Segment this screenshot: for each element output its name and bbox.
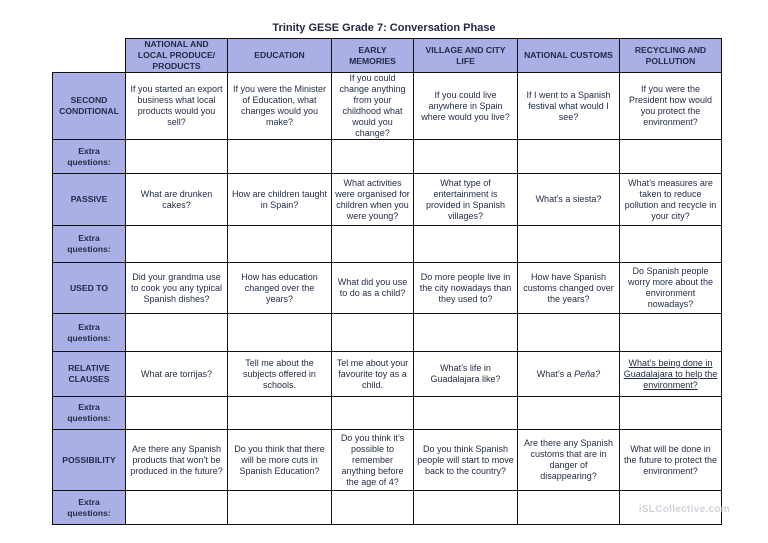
row-header: POSSIBILITY [53, 430, 126, 491]
extra-questions-cell[interactable] [332, 491, 414, 525]
extra-questions-cell[interactable] [414, 226, 518, 263]
page-title: Trinity GESE Grade 7: Conversation Phase [272, 22, 496, 34]
question-cell: Tell me about the subjects offered in schools. [228, 352, 332, 397]
extra-questions-cell[interactable] [228, 397, 332, 430]
column-header: NATIONAL AND LOCAL PRODUCE/ PRODUCTS [126, 39, 228, 73]
watermark: iSLCollective.com [638, 504, 730, 515]
question-cell: What’s a siesta? [518, 174, 620, 226]
table-row [53, 263, 722, 314]
question-cell: How are children taught in Spain? [228, 174, 332, 226]
question-cell: If you were the Minister of Education, what changes would you make? [228, 73, 332, 140]
extra-questions-cell[interactable] [332, 140, 414, 174]
question-cell: If I went to a Spanish festival what would I see? [518, 73, 620, 140]
extra-questions-cell[interactable] [228, 226, 332, 263]
column-header: EDUCATION [228, 39, 332, 73]
extra-questions-cell[interactable] [332, 314, 414, 352]
row-header: USED TO [53, 263, 126, 314]
table-row [53, 491, 722, 525]
extra-questions-cell[interactable] [228, 140, 332, 174]
table-row [53, 430, 722, 491]
question-cell [518, 352, 620, 397]
question-cell: How have Spanish customs changed over the years? [518, 263, 620, 314]
conversation-grid [52, 38, 722, 525]
extra-questions-cell[interactable] [620, 314, 722, 352]
corner-cell [53, 39, 126, 73]
question-cell: Tel me about your favourite toy as a child. [332, 352, 414, 397]
peña-question: What’s a Peña? [536, 368, 601, 379]
question-cell: How has education changed over the years? [228, 263, 332, 314]
extra-questions-cell[interactable] [518, 314, 620, 352]
row-header: RELATIVE CLAUSES [53, 352, 126, 397]
table-row [53, 140, 722, 174]
extra-questions-cell[interactable] [414, 491, 518, 525]
extra-questions-cell[interactable] [126, 314, 228, 352]
question-cell: What are drunken cakes? [126, 174, 228, 226]
question-cell: If you started an export business what local products would you sell? [126, 73, 228, 140]
table-row [53, 352, 722, 397]
column-header: EARLY MEMORIES [332, 39, 414, 73]
extra-questions-cell[interactable] [414, 314, 518, 352]
extra-questions-cell[interactable] [518, 140, 620, 174]
extra-questions-cell[interactable] [518, 491, 620, 525]
extra-questions-cell[interactable] [414, 397, 518, 430]
question-cell: Do you think Spanish people will start to move back to the country? [414, 430, 518, 491]
question-cell: If you were the President how would you protect the environment? [620, 73, 722, 140]
question-cell: What will be done in the future to protect the environment? [620, 430, 722, 491]
extra-questions-cell[interactable] [620, 226, 722, 263]
extra-questions-cell[interactable] [332, 397, 414, 430]
extra-questions-cell[interactable] [126, 226, 228, 263]
row-header: Extra questions: [53, 314, 126, 352]
question-cell: Do you think it’s possible to remember anything before the age of 4? [332, 430, 414, 491]
question-cell: What type of entertainment is provided in Spanish villages? [414, 174, 518, 226]
question-cell: What are torrijas? [126, 352, 228, 397]
question-cell: Do Spanish people worry more about the environment nowadays? [620, 263, 722, 314]
question-cell: What activities were organised for children when you were young? [332, 174, 414, 226]
row-header: Extra questions: [53, 226, 126, 263]
table-row [53, 397, 722, 430]
table-row [53, 314, 722, 352]
question-cell: Are there any Spanish customs that are in danger of disappearing? [518, 430, 620, 491]
question-cell: Are there any Spanish products that won’t be produced in the future? [126, 430, 228, 491]
table-row [53, 226, 722, 263]
row-header: Extra questions: [53, 397, 126, 430]
column-header: VILLAGE AND CITY LIFE [414, 39, 518, 73]
question-cell: If you could change anything from your childhood what would you change? [332, 73, 414, 140]
extra-questions-cell[interactable] [518, 397, 620, 430]
question-cell: Do you think that there will be more cuts in Spanish Education? [228, 430, 332, 491]
extra-questions-cell[interactable] [228, 314, 332, 352]
extra-questions-cell[interactable] [332, 226, 414, 263]
table-row [53, 73, 722, 140]
question-cell: Do more people live in the city nowadays than they used to? [414, 263, 518, 314]
question-cell: If you could live anywhere in Spain where would you live? [414, 73, 518, 140]
extra-questions-cell[interactable] [228, 491, 332, 525]
extra-questions-cell[interactable] [620, 397, 722, 430]
row-header: SECOND CONDITIONAL [53, 73, 126, 140]
question-cell: What’s measures are taken to reduce pollution and recycle in your city? [620, 174, 722, 226]
header-row [53, 39, 722, 73]
question-cell: What did you use to do as a child? [332, 263, 414, 314]
question-cell: Did your grandma use to cook you any typical Spanish dishes? [126, 263, 228, 314]
column-header: NATIONAL CUSTOMS [518, 39, 620, 73]
extra-questions-cell[interactable] [126, 397, 228, 430]
extra-questions-cell[interactable] [518, 226, 620, 263]
row-header: Extra questions: [53, 140, 126, 174]
extra-questions-cell[interactable] [126, 140, 228, 174]
question-cell: What’s life in Guadalajara like? [414, 352, 518, 397]
extra-questions-cell[interactable] [620, 140, 722, 174]
row-header: Extra questions: [53, 491, 126, 525]
column-header: RECYCLING AND POLLUTION [620, 39, 722, 73]
row-header: PASSIVE [53, 174, 126, 226]
extra-questions-cell[interactable] [414, 140, 518, 174]
extra-questions-cell[interactable] [126, 491, 228, 525]
question-cell: What’s being done in Guadalajara to help the environment? [620, 352, 722, 397]
table-row [53, 174, 722, 226]
